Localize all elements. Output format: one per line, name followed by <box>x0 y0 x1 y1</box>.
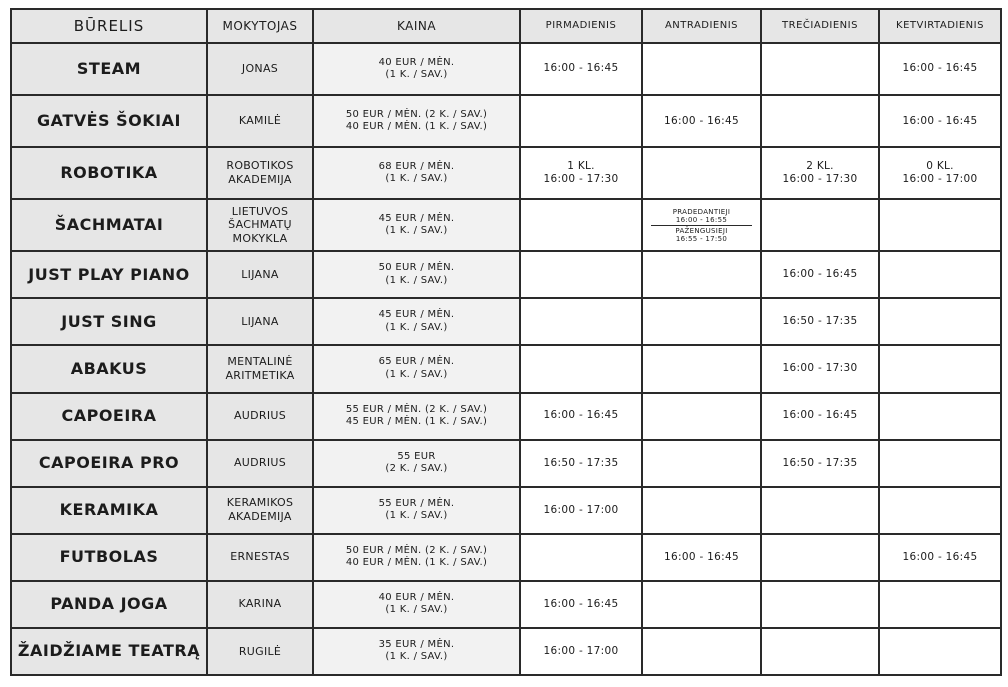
wednesday-slot: 16:00 - 16:45 <box>761 251 879 298</box>
price-line: 40 EUR / MĖN. (1 K. / SAV.) <box>345 121 488 133</box>
club-name: CAPOEIRA <box>11 393 207 440</box>
wednesday-slot: 16:00 - 17:30 <box>761 345 879 392</box>
subslot-label: PAŽENGUSIEJI <box>675 226 728 235</box>
thursday-slot <box>879 345 1001 392</box>
table-row <box>11 298 1001 345</box>
club-name: PANDA JOGA <box>11 581 207 628</box>
price-line: 40 EUR / MĖN. (1 K. / SAV.) <box>345 557 488 569</box>
table-row <box>11 251 1001 298</box>
teacher-name: LIJANA <box>207 298 313 345</box>
price-line: (1 K. / SAV.) <box>385 368 448 380</box>
club-name: STEAM <box>11 43 207 95</box>
header-row <box>11 9 1001 43</box>
teacher-name: MENTALINĖ ARITMETIKA <box>207 345 313 392</box>
monday-slot <box>520 298 642 345</box>
club-name: GATVĖS ŠOKIAI <box>11 95 207 147</box>
teacher-name: ERNESTAS <box>207 534 313 581</box>
price-line: (1 K. / SAV.) <box>385 510 448 522</box>
club-name: JUST SING <box>11 298 207 345</box>
thursday-slot: 16:00 - 16:45 <box>879 95 1001 147</box>
tuesday-slot <box>642 487 761 534</box>
header-tuesday: ANTRADIENIS <box>642 9 761 43</box>
monday-slot <box>520 199 642 251</box>
table-row <box>11 345 1001 392</box>
price-line: (1 K. / SAV.) <box>385 173 448 185</box>
price-cell <box>313 440 520 487</box>
price-cell <box>313 251 520 298</box>
price-line: 65 EUR / MĖN. <box>378 356 455 368</box>
price-cell <box>313 147 520 199</box>
price-line: 55 EUR / MĖN. (2 K. / SAV.) <box>345 403 488 415</box>
club-name: ROBOTIKA <box>11 147 207 199</box>
table-row <box>11 393 1001 440</box>
monday-slot: 16:00 - 17:00 <box>520 628 642 675</box>
thursday-slot <box>879 628 1001 675</box>
club-name: KERAMIKA <box>11 487 207 534</box>
monday-slot: 16:00 - 16:45 <box>520 581 642 628</box>
club-name: FUTBOLAS <box>11 534 207 581</box>
wednesday-slot: 16:50 - 17:35 <box>761 440 879 487</box>
monday-slot <box>520 251 642 298</box>
teacher-name: JONAS <box>207 43 313 95</box>
club-name: ŠACHMATAI <box>11 199 207 251</box>
teacher-name: KERAMIKOS AKADEMIJA <box>207 487 313 534</box>
table-row <box>11 199 1001 251</box>
thursday-slot: 16:00 - 16:45 <box>879 534 1001 581</box>
wednesday-slot <box>761 95 879 147</box>
monday-slot: 16:50 - 17:35 <box>520 440 642 487</box>
subslot-time: 16:55 - 17:50 <box>675 234 728 243</box>
monday-slot: 1 KL. 16:00 - 17:30 <box>520 147 642 199</box>
thursday-slot <box>879 581 1001 628</box>
tuesday-slot <box>642 440 761 487</box>
price-line: (1 K. / SAV.) <box>385 225 448 237</box>
price-line: 45 EUR / MĖN. (1 K. / SAV.) <box>345 416 488 428</box>
price-cell <box>313 199 520 251</box>
price-line: 68 EUR / MĖN. <box>378 160 455 172</box>
monday-slot: 16:00 - 16:45 <box>520 393 642 440</box>
subslot-time: 16:00 - 16:55 <box>675 215 728 224</box>
tuesday-subslot <box>651 207 752 225</box>
price-line: 35 EUR / MĖN. <box>378 638 455 650</box>
club-name: ABAKUS <box>11 345 207 392</box>
tuesday-subslot <box>651 225 752 244</box>
price-line: 45 EUR / MĖN. <box>378 309 455 321</box>
wednesday-slot <box>761 487 879 534</box>
price-line: 55 EUR / MĖN. <box>378 497 455 509</box>
wednesday-slot <box>761 581 879 628</box>
tuesday-slot <box>642 43 761 95</box>
header-teacher: MOKYTOJAS <box>207 9 313 43</box>
table-row <box>11 534 1001 581</box>
table-row <box>11 440 1001 487</box>
teacher-name: KARINA <box>207 581 313 628</box>
tuesday-slot <box>642 298 761 345</box>
wednesday-slot: 16:00 - 16:45 <box>761 393 879 440</box>
thursday-slot: 0 KL. 16:00 - 17:00 <box>879 147 1001 199</box>
tuesday-slot <box>642 345 761 392</box>
header-monday: PIRMADIENIS <box>520 9 642 43</box>
teacher-name: LIJANA <box>207 251 313 298</box>
wednesday-slot: 2 KL. 16:00 - 17:30 <box>761 147 879 199</box>
price-line: 40 EUR / MĖN. <box>378 591 455 603</box>
price-line: (1 K. / SAV.) <box>385 321 448 333</box>
thursday-slot <box>879 487 1001 534</box>
teacher-name: AUDRIUS <box>207 393 313 440</box>
table-row <box>11 487 1001 534</box>
price-cell <box>313 628 520 675</box>
tuesday-slot <box>642 199 761 251</box>
teacher-name: AUDRIUS <box>207 440 313 487</box>
price-line: 50 EUR / MĖN. (2 K. / SAV.) <box>345 108 488 120</box>
thursday-slot <box>879 393 1001 440</box>
price-cell <box>313 298 520 345</box>
wednesday-slot <box>761 43 879 95</box>
wednesday-slot <box>761 199 879 251</box>
tuesday-slot: 16:00 - 16:45 <box>642 534 761 581</box>
thursday-slot <box>879 199 1001 251</box>
header-thursday: KETVIRTADIENIS <box>879 9 1001 43</box>
tuesday-slot <box>642 581 761 628</box>
header-wednesday: TREČIADIENIS <box>761 9 879 43</box>
header-price: KAINA <box>313 9 520 43</box>
price-line: (2 K. / SAV.) <box>385 463 448 475</box>
club-name: ŽAIDŽIAME TEATRĄ <box>11 628 207 675</box>
price-line: 40 EUR / MĖN. <box>378 56 455 68</box>
thursday-slot <box>879 440 1001 487</box>
price-line: 50 EUR / MĖN. (2 K. / SAV.) <box>345 544 488 556</box>
price-cell <box>313 534 520 581</box>
monday-slot: 16:00 - 17:00 <box>520 487 642 534</box>
tuesday-slot: 16:00 - 16:45 <box>642 95 761 147</box>
table-row <box>11 43 1001 95</box>
club-name: CAPOEIRA PRO <box>11 440 207 487</box>
wednesday-slot: 16:50 - 17:35 <box>761 298 879 345</box>
tuesday-slot <box>642 393 761 440</box>
price-line: (1 K. / SAV.) <box>385 274 448 286</box>
teacher-name: LIETUVOS ŠACHMATŲ MOKYKLA <box>207 199 313 251</box>
price-cell <box>313 581 520 628</box>
schedule-table <box>10 8 1002 676</box>
club-name: JUST PLAY PIANO <box>11 251 207 298</box>
table-row <box>11 147 1001 199</box>
thursday-slot <box>879 298 1001 345</box>
teacher-name: KAMILĖ <box>207 95 313 147</box>
price-line: 50 EUR / MĖN. <box>378 262 455 274</box>
wednesday-slot <box>761 628 879 675</box>
price-line: 45 EUR / MĖN. <box>378 212 455 224</box>
price-cell <box>313 43 520 95</box>
price-cell <box>313 95 520 147</box>
subslot-label: PRADEDANTIEJI <box>672 207 731 216</box>
price-line: (1 K. / SAV.) <box>385 604 448 616</box>
wednesday-slot <box>761 534 879 581</box>
thursday-slot <box>879 251 1001 298</box>
schedule-sheet <box>10 8 1000 676</box>
tuesday-slot <box>642 628 761 675</box>
table-row <box>11 581 1001 628</box>
price-line: (1 K. / SAV.) <box>385 69 448 81</box>
monday-slot: 16:00 - 16:45 <box>520 43 642 95</box>
price-cell <box>313 393 520 440</box>
price-line: 55 EUR <box>397 450 436 462</box>
header-club: BŪRELIS <box>11 9 207 43</box>
thursday-slot: 16:00 - 16:45 <box>879 43 1001 95</box>
monday-slot <box>520 345 642 392</box>
table-row <box>11 95 1001 147</box>
table-row <box>11 628 1001 675</box>
price-line: (1 K. / SAV.) <box>385 651 448 663</box>
monday-slot <box>520 534 642 581</box>
schedule-body <box>11 43 1001 675</box>
price-cell <box>313 345 520 392</box>
teacher-name: ROBOTIKOS AKADEMIJA <box>207 147 313 199</box>
monday-slot <box>520 95 642 147</box>
price-cell <box>313 487 520 534</box>
tuesday-slot <box>642 147 761 199</box>
teacher-name: RUGILĖ <box>207 628 313 675</box>
tuesday-slot <box>642 251 761 298</box>
